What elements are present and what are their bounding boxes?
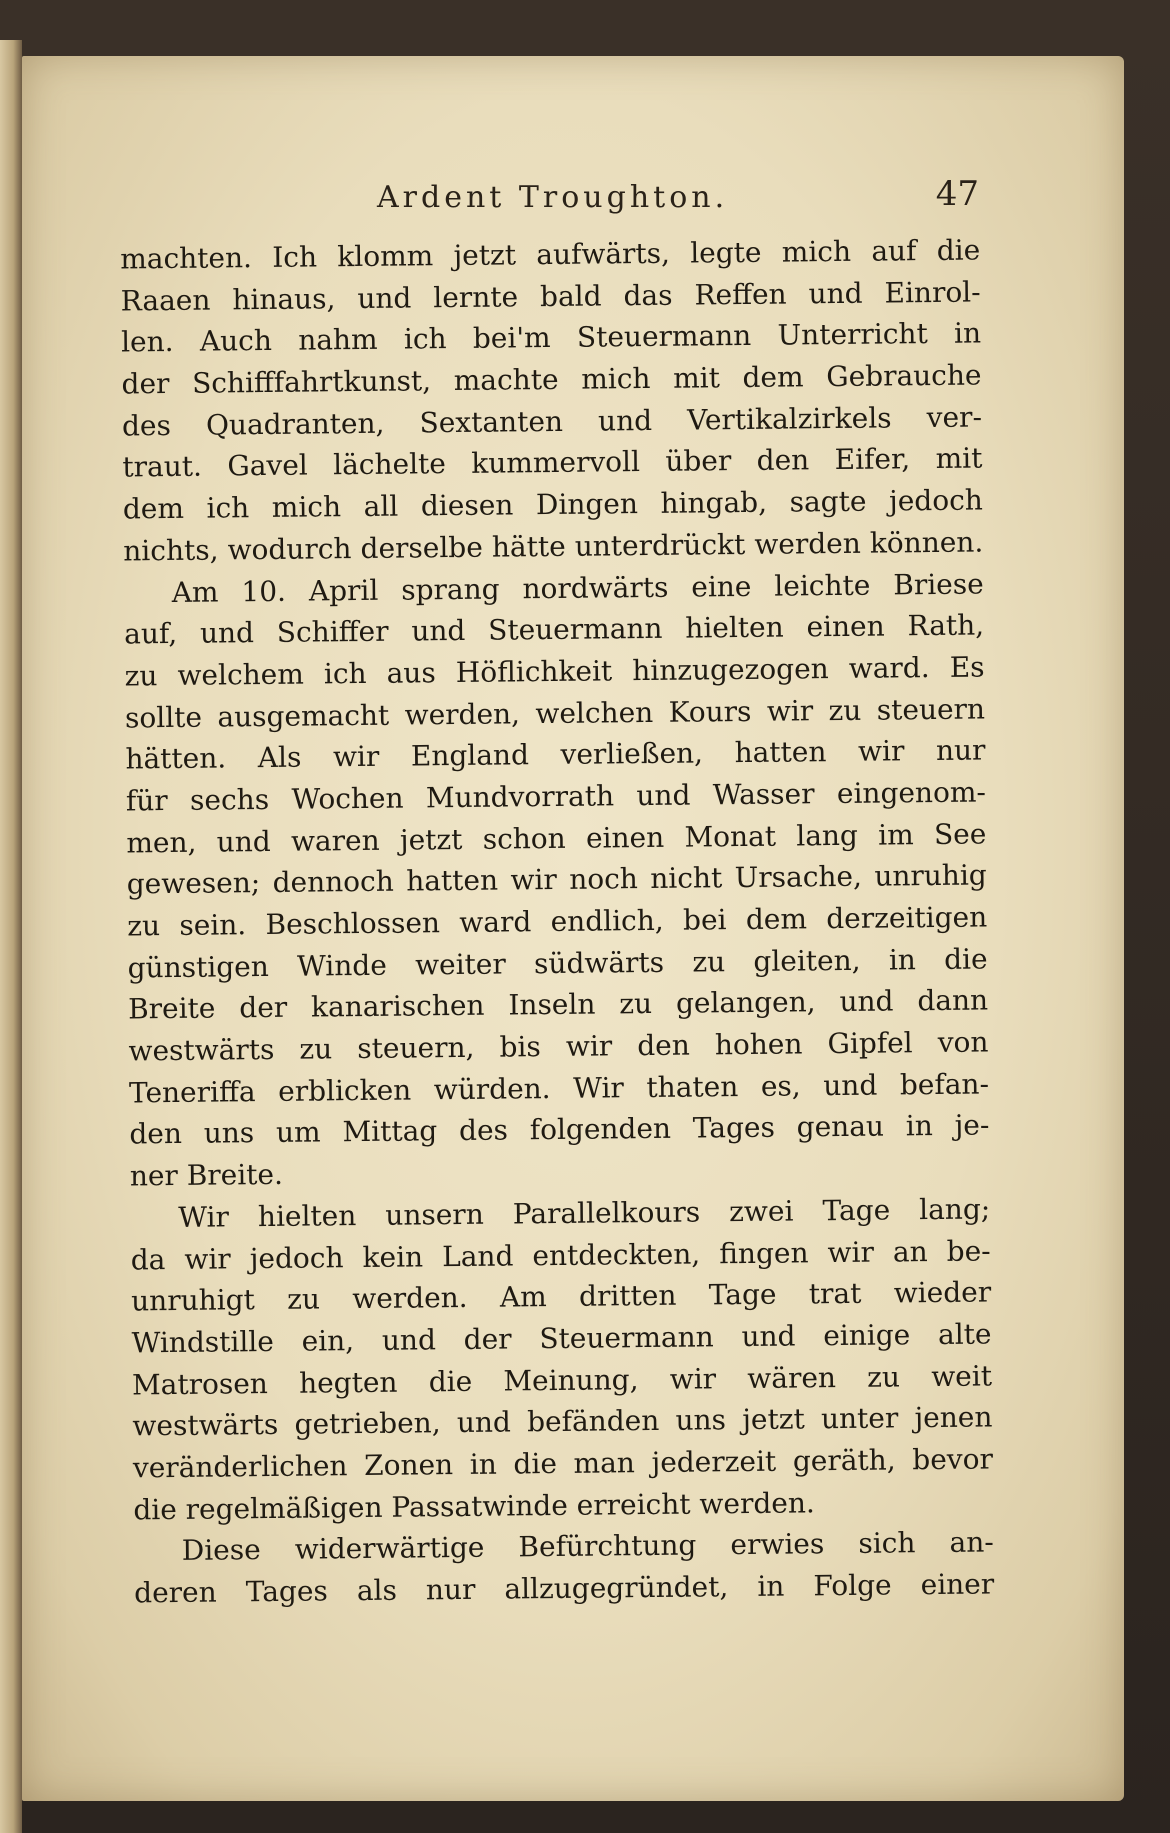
book-binding-edge <box>0 40 22 1833</box>
running-head: Ardent Troughton. <box>377 180 729 215</box>
text-line: des Quadranten, Sextanten und Vertikalzirkels ver- <box>121 400 983 443</box>
text-line: günstigen Winde weiter südwärts zu gleiten, in die <box>127 942 988 985</box>
text-line: deren Tages als nur allzugegründet, in Folge einer <box>134 1567 995 1610</box>
text-line: dem ich mich all diesen Dingen hingab, sagte jedoch <box>122 483 983 526</box>
text-line: der Schifffahrtkunst, machte mich mit dem Gebrauche <box>121 358 982 401</box>
text-line: len. Auch nahm ich bei'm Steuermann Unterricht in <box>120 316 982 359</box>
text-line: zu sein. Beschlossen ward endlich, bei dem derzeitigen <box>127 900 988 943</box>
body-text <box>120 229 994 1614</box>
text-line: Matrosen hegten die Meinung, wir wären zu weit <box>131 1358 993 1402</box>
text-line: veränderlichen Zonen in die man jederzeit geräth, bevor <box>132 1442 994 1485</box>
text-line: westwärts getrieben, und befänden uns jetzt unter jenen <box>132 1400 993 1443</box>
text-line: Teneriffa erblicken würden. Wir thaten es, und befan- <box>128 1067 990 1110</box>
text-line: men, und waren jetzt schon einen Monat lang im See <box>126 817 987 860</box>
page-sheet <box>22 56 1124 1801</box>
text-line: Raaen hinaus, und lernte bald das Reffen und Einrol- <box>120 275 981 318</box>
paragraph-end-line: die regelmäßigen Passatwinde erreicht werden. <box>133 1485 815 1527</box>
text-line: Windstille ein, und der Steuermann und einige alte <box>131 1317 992 1360</box>
paragraph-start-line: Diese widerwärtige Befürchtung erwies sich an- <box>181 1525 994 1568</box>
text-line: da wir jedoch kein Land entdeckten, fingen wir an be- <box>130 1233 991 1276</box>
text-line: machten. Ich klomm jetzt aufwärts, legte mich auf die <box>120 233 981 276</box>
page-number: 47 <box>935 174 979 214</box>
text-line: den uns um Mittag des folgenden Tages genau in je- <box>129 1108 990 1151</box>
text-line: sollte ausgemacht werden, welchen Kours wir zu steuern <box>124 692 986 735</box>
text-line: für sechs Wochen Mundvorrath und Wasser eingenom- <box>125 775 987 818</box>
paragraph-start-line: Am 10. April sprang nordwärts eine leichte Briese <box>171 566 984 609</box>
paragraph-start-line: Wir hielten unsern Parallelkours zwei Tage lang; <box>178 1192 991 1234</box>
text-line: westwärts zu steuern, bis wir den hohen Gipfel von <box>128 1025 989 1068</box>
text-line: auf, und Schiffer und Steuermann hielten einen Rath, <box>123 608 985 651</box>
text-line: gewesen; dennoch hatten wir noch nicht Ursache, unruhig <box>126 858 987 901</box>
paragraph-end-line: ner Breite. <box>129 1157 284 1193</box>
text-line: nichts, wodurch derselbe hätte unterdrückt werden können. <box>123 525 984 568</box>
text-line: hätten. Als wir England verließen, hatten wir nur <box>125 733 986 776</box>
page-header <box>22 166 1124 226</box>
text-line: traut. Gavel lächelte kummervoll über den Eifer, mit <box>122 441 983 484</box>
text-line: unruhigt zu werden. Am dritten Tage trat wieder <box>130 1275 992 1318</box>
text-line: Breite der kanarischen Inseln zu gelangen, und dann <box>127 983 989 1026</box>
text-line: zu welchem ich aus Höflichkeit hinzugezogen ward. Es <box>124 650 985 693</box>
